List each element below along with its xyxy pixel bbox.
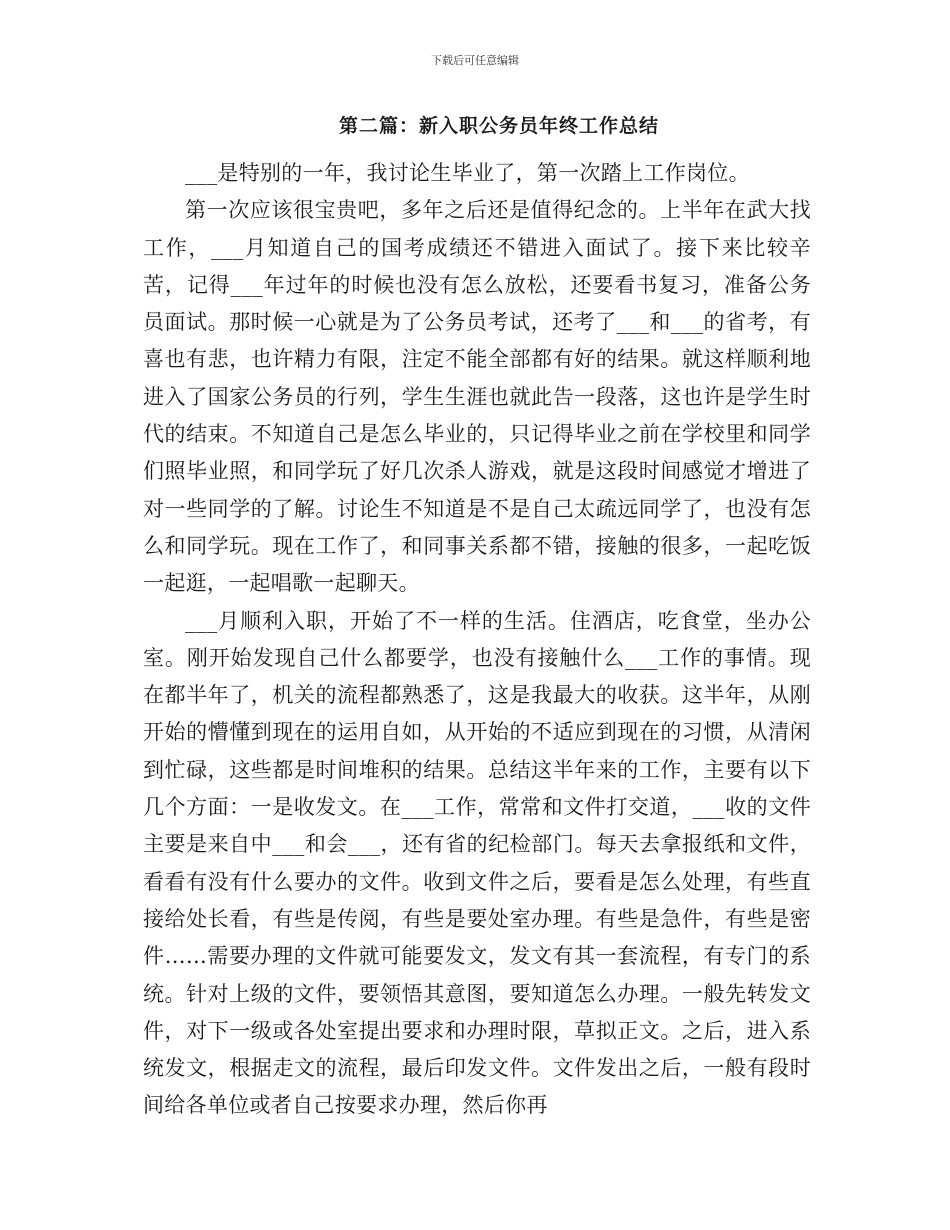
header-note: 下载后可任意编辑 <box>431 54 519 67</box>
document-title: 第二篇：新入职公务员年终工作总结 <box>338 115 659 137</box>
paragraph-2: 第一次应该很宝贵吧，多年之后还是值得纪念的。上半年在武大找工作，___月知道自己的国考成绩还不错进入面试了。接下来比较辛苦，记得___年过年的时候也没有怎么放松，还要看书复习，准备公务员面试。那时候一心就是为了公务员考试，还考了___和___的省考，有喜也有悲，也许精力有限，注定不能全部都有好的结果。就这样顺利地进入了国家公务员的行列，学生生涯也就此告一段落，这也许是学生时代的结束。不知道自己是怎么毕业的，只记得毕业之前在学校里和同学们照毕业照，和同学玩了好几次杀人游戏，就是这段时间感觉才增进了对一些同学的了解。讨论生不知道是不是自己太疏远同学了，也没有怎么和同学玩。现在工作了，和同事关系都不错，接触的很多，一起吃饭一起逛，一起唱歌一起聊天。 <box>143 198 811 596</box>
paragraph-3: ___月顺利入职，开始了不一样的生活。住酒店，吃食堂，坐办公室。刚开始发现自己什么都要学，也没有接触什么___工作的事情。现在都半年了，机关的流程都熟悉了，这是我最大的收获。这半年，从刚开始的懵懂到现在的运用自如，从开始的不适应到现在的习惯，从清闲到忙碌，这些都是时间堆积的结果。总结这半年来的工作，主要有以下几个方面：一是收发文。在___工作，常常和文件打交道，___收的文件主要是来自中___和会___，还有省的纪检部门。每天去拿报纸和文件，看看有没有什么要办的文件。收到文件之后，要看是怎么处理，有些直接给处长看，有些是传阅，有些是要处室办理。有些是急件，有些是密件……需要办理的文件就可能要发文，发文有其一套流程，有专门的系统。针对上级的文件，要领悟其意图，要知道怎么办理。一般先转发文件，对下一级或各处室提出要求和办理时限，草拟正文。之后，进入系统发文，根据走文的流程，最后印发文件。文件发出之后，一般有段时间给各单位或者自己按要求办理，然后你再 <box>143 608 811 1118</box>
paragraph-1: ___是特别的一年，我讨论生毕业了，第一次踏上工作岗位。 <box>185 161 750 185</box>
document-body <box>143 155 811 1125</box>
